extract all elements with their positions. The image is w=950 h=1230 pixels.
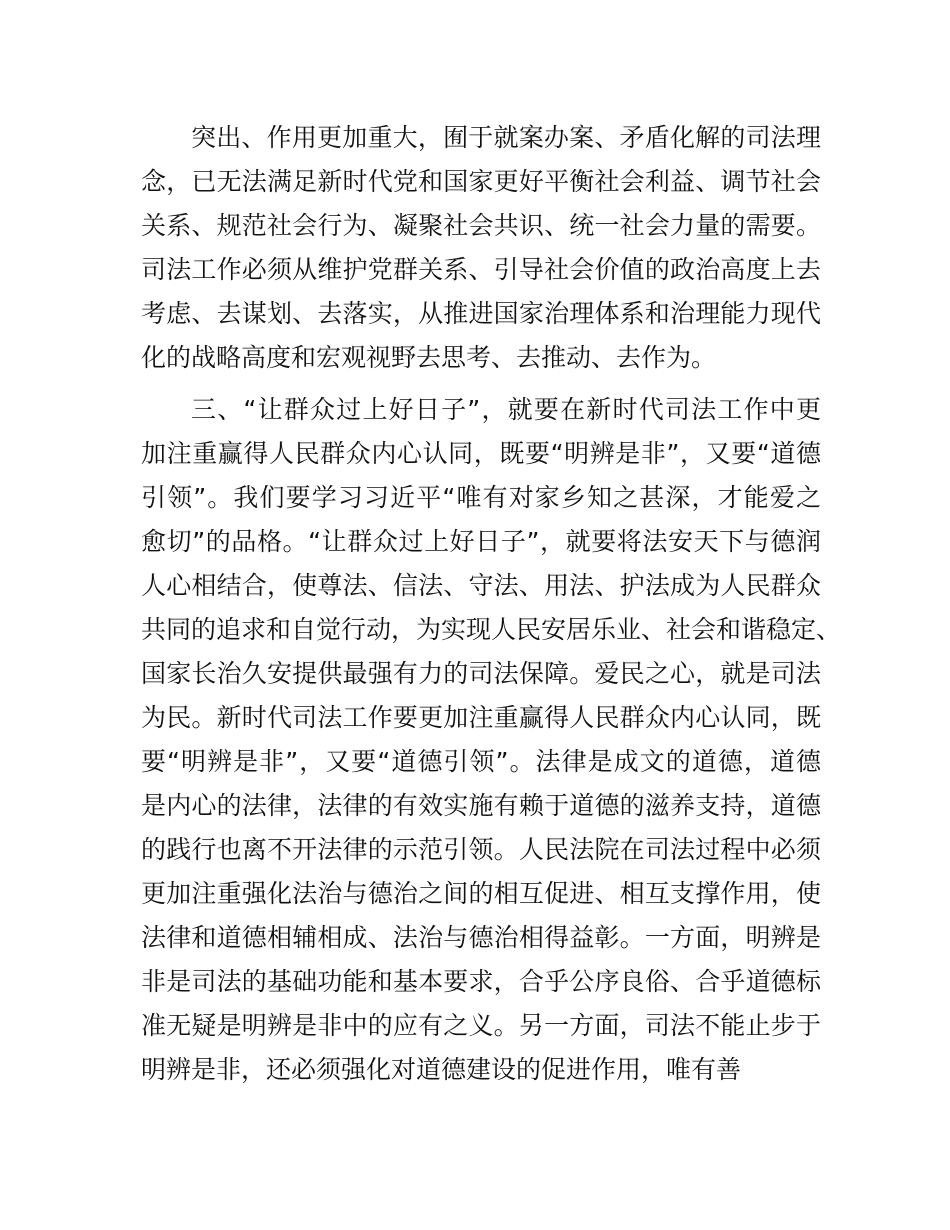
paragraph-line: 念，已无法满足新时代党和国家更好平衡社会利益、调节社会: [141, 167, 821, 196]
paragraph-line: 三、“让群众过上好日子”，就要在新时代司法工作中更: [191, 395, 821, 424]
paragraph-line: 的践行也离不开法律的示范引领。人民法院在司法过程中必须: [141, 835, 821, 864]
paragraph-line: 考虑、去谋划、去落实，从推进国家治理体系和治理能力现代: [141, 299, 821, 328]
paragraph-line: 非是司法的基础功能和基本要求，合乎公序良俗、合乎道德标: [141, 967, 821, 996]
paragraph-line: 法律和道德相辅相成、法治与德治相得益彰。一方面，明辨是: [141, 923, 821, 952]
paragraph-line: 引领”。我们要学习习近平“唯有对家乡知之甚深，才能爱之: [141, 483, 821, 512]
paragraph-line: 是内心的法律，法律的有效实施有赖于道德的滋养支持，道德: [141, 791, 821, 820]
paragraph-line: 共同的追求和自觉行动，为实现人民安居乐业、社会和谐稳定、: [141, 615, 842, 644]
paragraph-line: 明辨是非，还必须强化对道德建设的促进作用，唯有善: [141, 1055, 742, 1084]
paragraph-line: 准无疑是明辨是非中的应有之义。另一方面，司法不能止步于: [141, 1011, 821, 1040]
paragraph-line: 为民。新时代司法工作要更加注重赢得人民群众内心认同，既: [141, 703, 821, 732]
paragraph-line: 愈切”的品格。“让群众过上好日子”，就要将法安天下与德润: [141, 527, 821, 556]
paragraph-line: 加注重赢得人民群众内心认同，既要“明辨是非”，又要“道德: [141, 439, 821, 468]
paragraph-line: 司法工作必须从维护党群关系、引导社会价值的政治高度上去: [141, 255, 821, 284]
paragraph-line: 化的战略高度和宏观视野去思考、去推动、去作为。: [141, 343, 717, 372]
paragraph-line: 关系、规范社会行为、凝聚社会共识、统一社会力量的需要。: [141, 211, 821, 240]
paragraph-line: 人心相结合，使尊法、信法、守法、用法、护法成为人民群众: [141, 571, 821, 600]
paragraph-line: 突出、作用更加重大，囿于就案办案、矛盾化解的司法理: [191, 123, 821, 152]
paragraph-line: 国家长治久安提供最强有力的司法保障。爱民之心，就是司法: [141, 659, 821, 688]
paragraph-line: 更加注重强化法治与德治之间的相互促进、相互支撑作用，使: [141, 879, 821, 908]
paragraph-2: [141, 388, 842, 1092]
paragraph-line: 要“明辨是非”，又要“道德引领”。法律是成文的道德，道德: [141, 747, 821, 776]
paragraph-1: [141, 116, 821, 380]
